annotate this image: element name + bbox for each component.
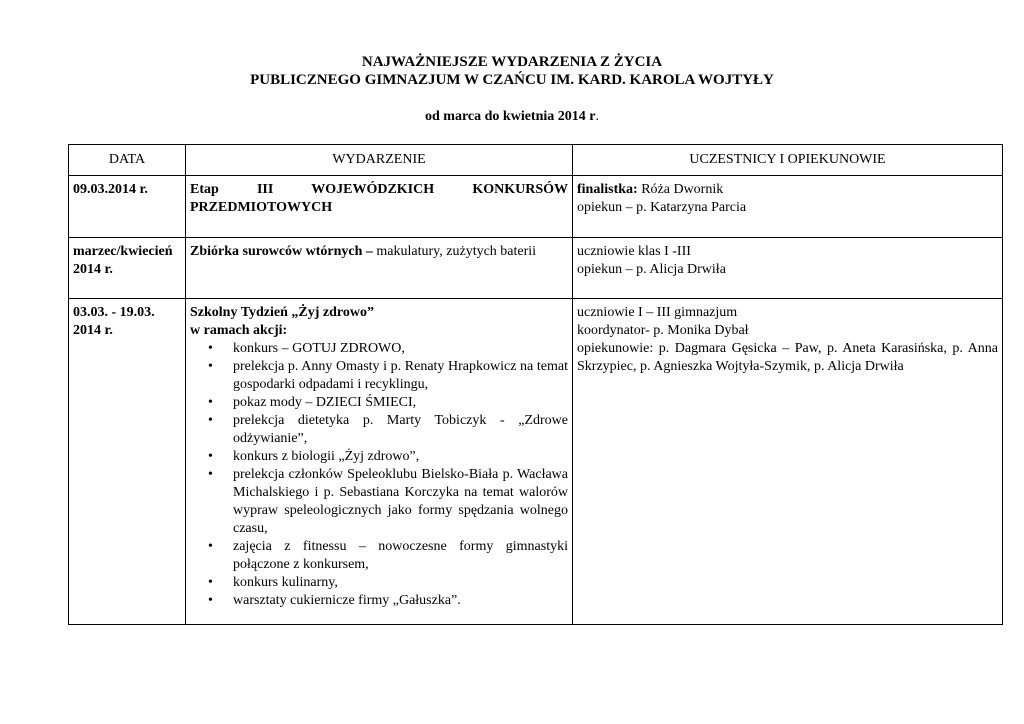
row-date: 03.03. - 19.03. 2014 r. — [69, 299, 186, 625]
document-title-line-1: NAJWAŻNIEJSZE WYDARZENIA Z ŻYCIA — [361, 54, 663, 70]
list-item: • prelekcja członków Speleoklubu Bielsko-Biała p. Wacława Michalskiego i p. Sebastiana Korczyka na temat walorów wypraw speleologicznych jako formy spędzania wolnego czasu, — [233, 466, 568, 538]
participant-line: koordynator- p. Monika Dybał — [577, 323, 749, 338]
list-item: • warsztaty cukiernicze firmy „Gałuszka”. — [233, 592, 568, 610]
row-participants — [573, 176, 1003, 238]
participant-line: uczniowie I – III gimnazjum — [577, 305, 738, 320]
document-subtitle — [0, 108, 1024, 125]
event-title: Szkolny Tydzień „Żyj zdrowo” — [190, 305, 374, 320]
row-event — [186, 238, 573, 299]
document-title-line-2: PUBLICZNEGO GIMNAZJUM W CZAŃCU IM. KARD. KAROLA WOJTYŁY — [250, 72, 774, 88]
participant-label: finalistka: — [577, 182, 638, 197]
row-date: marzec/kwiecień 2014 r. — [69, 238, 186, 299]
participant-line: uczniowie klas I -III — [577, 244, 691, 259]
event-text: makulatury, zużytych baterii — [372, 244, 537, 259]
header-participants: UCZESTNICY I OPIEKUNOWIE — [573, 145, 1003, 176]
participant-line: opiekun – p. Katarzyna Parcia — [577, 200, 747, 215]
header-event: WYDARZENIE — [186, 145, 573, 176]
row-participants — [573, 299, 1003, 625]
list-item: • konkurs – GOTUJ ZDROWO, — [233, 340, 568, 358]
events-table — [68, 144, 1003, 625]
list-item: • prelekcja p. Anny Omasty i p. Renaty Hrapkowicz na temat gospodarki odpadami i recyklingu, — [233, 358, 568, 394]
row-participants — [573, 238, 1003, 299]
table-row — [69, 238, 1003, 299]
table-row — [69, 176, 1003, 238]
list-item: • pokaz mody – DZIECI ŚMIECI, — [233, 394, 568, 412]
subtitle-text: od marca do kwietnia 2014 r — [425, 109, 596, 124]
list-item: • konkurs z biologii „Żyj zdrowo”, — [233, 448, 568, 466]
participant-name: Róża Dwornik — [637, 182, 724, 197]
table-header-row — [69, 145, 1003, 176]
header-date: DATA — [69, 145, 186, 176]
event-bold-text: Zbiórka surowców wtórnych – — [190, 244, 373, 259]
participant-line: opiekunowie: p. Dagmara Gęsicka – Paw, p. Aneta Karasińska, p. Anna Skrzypiec, p. Agnieszka Wojtyła-Szymik, p. Alicja Drwiła — [577, 341, 998, 374]
row-event: Etap III WOJEWÓDZKICH KONKURSÓW PRZEDMIOTOWYCH — [186, 176, 573, 238]
row-date: 09.03.2014 r. — [69, 176, 186, 238]
list-item: • zajęcia z fitnessu – nowoczesne formy gimnastyki połączone z konkursem, — [233, 538, 568, 574]
list-item: • konkurs kulinarny, — [233, 574, 568, 592]
list-item: • prelekcja dietetyka p. Marty Tobiczyk - „Zdrowe odżywianie”, — [233, 412, 568, 448]
subtitle-period: . — [595, 109, 599, 124]
participant-line: opiekun – p. Alicja Drwiła — [577, 262, 726, 277]
table-row — [69, 299, 1003, 625]
row-event — [186, 299, 573, 625]
participant-line — [577, 181, 998, 199]
event-list — [190, 340, 568, 610]
event-subtitle: w ramach akcji: — [190, 323, 288, 338]
